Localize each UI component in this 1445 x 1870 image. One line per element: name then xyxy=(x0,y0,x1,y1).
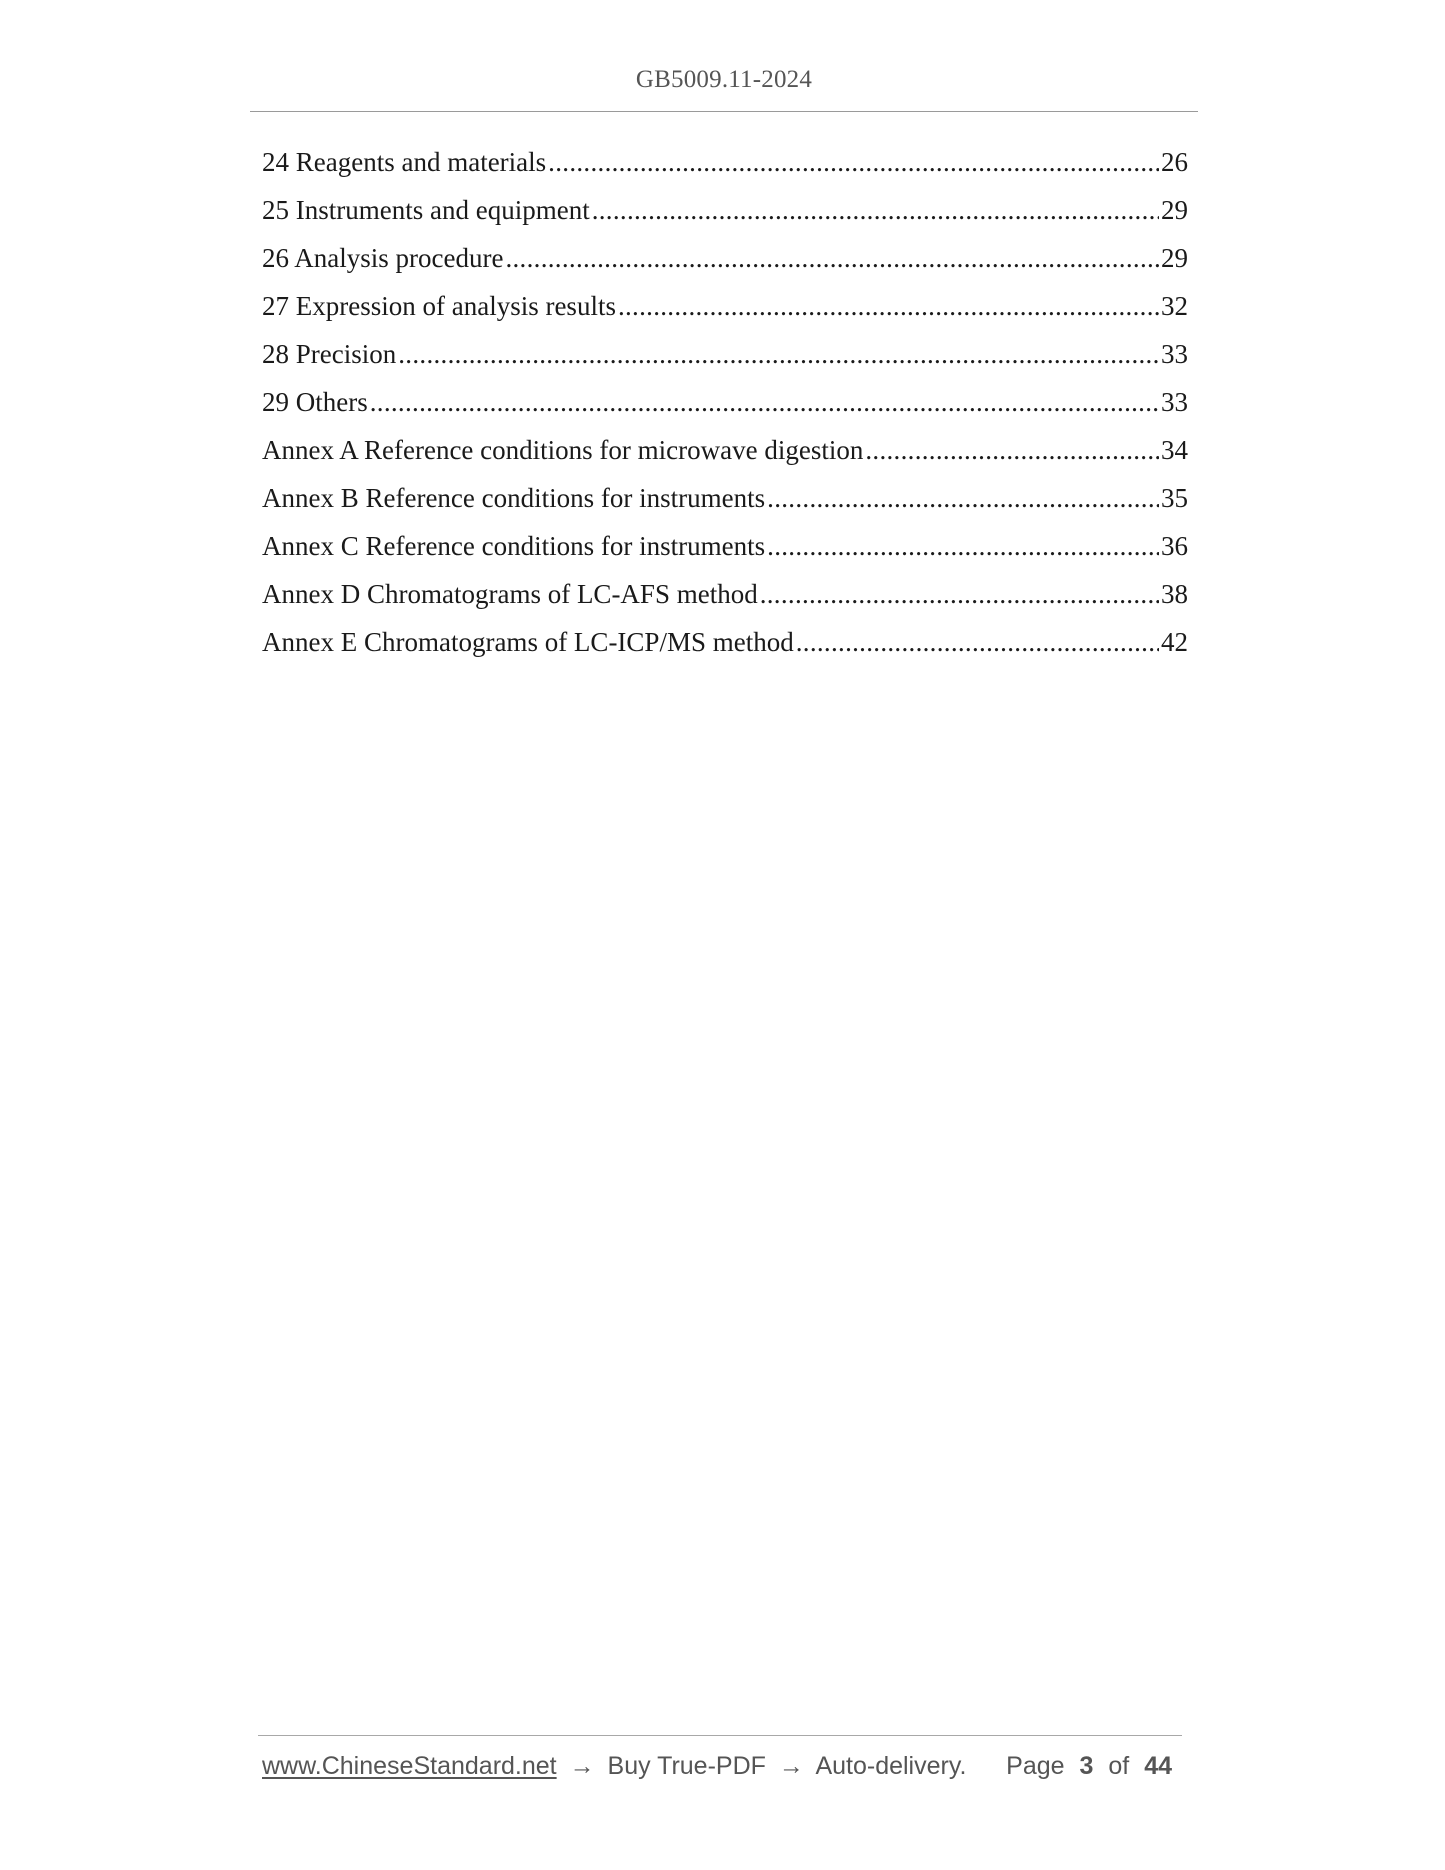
toc-page-number: 32 xyxy=(1161,291,1188,321)
toc-page-number: 29 xyxy=(1161,243,1188,273)
footer-promo xyxy=(262,1752,966,1781)
table-of-contents xyxy=(262,138,1188,666)
toc-entry-title: Annex A Reference conditions for microwave digestion xyxy=(262,435,864,465)
toc-entry-annex-d[interactable] xyxy=(262,570,1188,618)
toc-page-number: 29 xyxy=(1161,195,1188,225)
header-divider xyxy=(250,111,1198,112)
toc-entry-title: 29 Others xyxy=(262,387,368,417)
toc-page-number: 34 xyxy=(1161,435,1188,465)
arrow-right-icon: → xyxy=(569,1752,595,1780)
toc-entry-reagents[interactable] xyxy=(262,138,1188,186)
toc-entry-title: Annex C Reference conditions for instruments xyxy=(262,531,766,561)
website-link[interactable]: www.ChineseStandard.net xyxy=(262,1752,557,1780)
toc-page-number: 42 xyxy=(1161,627,1188,657)
auto-delivery-text: Auto-delivery. xyxy=(815,1752,967,1780)
buy-true-pdf-text: Buy True-PDF xyxy=(607,1752,766,1780)
toc-entry-annex-e[interactable] xyxy=(262,618,1188,666)
toc-page-number: 26 xyxy=(1161,147,1188,177)
toc-entry-title: 25 Instruments and equipment xyxy=(262,195,590,225)
toc-entry-title: 28 Precision xyxy=(262,339,397,369)
page-indicator xyxy=(1006,1752,1180,1781)
toc-dot-leader xyxy=(767,522,1159,570)
page-footer xyxy=(262,1752,1180,1788)
toc-dot-leader xyxy=(548,138,1159,186)
toc-entry-expression-results[interactable] xyxy=(262,282,1188,330)
toc-page-number: 38 xyxy=(1161,579,1188,609)
toc-dot-leader xyxy=(398,330,1159,378)
toc-dot-leader xyxy=(505,234,1159,282)
arrow-right-icon: → xyxy=(778,1752,804,1780)
toc-entry-title: 27 Expression of analysis results xyxy=(262,291,616,321)
toc-page-number: 33 xyxy=(1161,339,1188,369)
toc-dot-leader xyxy=(592,186,1159,234)
toc-entry-others[interactable] xyxy=(262,378,1188,426)
toc-page-number: 36 xyxy=(1161,531,1188,561)
toc-entry-title: 26 Analysis procedure xyxy=(262,243,504,273)
total-page-count: 44 xyxy=(1144,1752,1172,1780)
page-label: Page xyxy=(1006,1752,1065,1780)
toc-page-number: 33 xyxy=(1161,387,1188,417)
toc-entry-instruments[interactable] xyxy=(262,186,1188,234)
toc-dot-leader xyxy=(796,618,1159,666)
toc-dot-leader xyxy=(865,426,1159,474)
toc-entry-annex-c[interactable] xyxy=(262,522,1188,570)
toc-entry-title: Annex E Chromatograms of LC-ICP/MS method xyxy=(262,627,794,657)
toc-page-number: 35 xyxy=(1161,483,1188,513)
footer-divider xyxy=(258,1735,1182,1736)
current-page-number: 3 xyxy=(1079,1752,1094,1780)
toc-entry-annex-a[interactable] xyxy=(262,426,1188,474)
toc-dot-leader xyxy=(767,474,1159,522)
toc-entry-annex-b[interactable] xyxy=(262,474,1188,522)
document-code: GB5009.11-2024 xyxy=(635,66,813,93)
toc-dot-leader xyxy=(760,570,1159,618)
toc-entry-analysis-procedure[interactable] xyxy=(262,234,1188,282)
toc-dot-leader xyxy=(370,378,1159,426)
page-of-label: of xyxy=(1108,1752,1130,1780)
toc-entry-precision[interactable] xyxy=(262,330,1188,378)
toc-entry-title: Annex D Chromatograms of LC-AFS method xyxy=(262,579,758,609)
toc-entry-title: Annex B Reference conditions for instruments xyxy=(262,483,766,513)
toc-dot-leader xyxy=(618,282,1159,330)
toc-entry-title: 24 Reagents and materials xyxy=(262,147,547,177)
